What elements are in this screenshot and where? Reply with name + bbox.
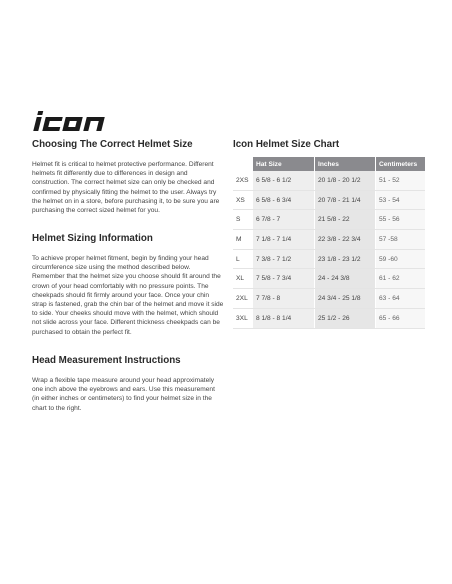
hat-size-cell: 7 1/8 - 7 1/4 [253,230,315,250]
header-inches: Inches [315,157,376,171]
size-chart-table [233,157,425,329]
table-row [233,230,425,250]
section-choosing-size [32,139,224,215]
header-size [233,157,253,171]
inches-cell: 24 3/4 - 25 1/8 [315,289,376,309]
inches-cell: 20 1/8 - 20 1/2 [315,171,376,190]
section-body: Wrap a flexible tape measure around your head approximately one inch above the eyebrows and ears. Use this measurement (in either inches or centimeters) to find your helmet size in the chart to the right. [32,377,215,412]
size-chart-panel [233,139,425,329]
icon-logo [32,108,120,134]
centimeters-cell: 57 -58 [376,230,426,250]
size-cell: M [233,230,253,250]
section-sizing-info [32,233,224,337]
size-cell: 3XL [233,308,253,328]
size-cell: L [233,249,253,269]
section-heading: Choosing The Correct Helmet Size [32,139,193,150]
section-head-measurement [32,355,224,413]
hat-size-cell: 6 5/8 - 6 3/4 [253,190,315,210]
size-cell: S [233,210,253,230]
inches-cell: 22 3/8 - 22 3/4 [315,230,376,250]
table-row [233,210,425,230]
section-body: To achieve proper helmet fitment, begin by finding your head circumference size using the method described below. Remember that the helmet size you choose should fit around the crown of your head comfortably with no pressure points. The cheekpads should fit firmly around your face. Once your chin strap is fastened, grab the chin bar of the helmet and move it side to side. Your cheeks should move with the helmet, which should not slide across your face. Different thickness cheekpads can be purchased to obtain the perfect fit. [32,255,224,336]
size-chart-title: Icon Helmet Size Chart [233,139,340,150]
size-cell: 2XL [233,289,253,309]
inches-cell: 23 1/8 - 23 1/2 [315,249,376,269]
centimeters-cell: 59 -60 [376,249,426,269]
centimeters-cell: 63 - 64 [376,289,426,309]
table-row [233,171,425,190]
hat-size-cell: 6 5/8 - 6 1/2 [253,171,315,190]
header-centimeters: Centimeters [376,157,426,171]
inches-cell: 25 1/2 - 26 [315,308,376,328]
centimeters-cell: 55 - 56 [376,210,426,230]
table-row [233,249,425,269]
hat-size-cell: 6 7/8 - 7 [253,210,315,230]
inches-cell: 20 7/8 - 21 1/4 [315,190,376,210]
hat-size-cell: 7 3/8 - 7 1/2 [253,249,315,269]
table-row [233,190,425,210]
hat-size-cell: 7 5/8 - 7 3/4 [253,269,315,289]
inches-cell: 21 5/8 - 22 [315,210,376,230]
hat-size-cell: 7 7/8 - 8 [253,289,315,309]
table-row [233,308,425,328]
section-body: Helmet fit is critical to helmet protective performance. Different helmets fit differently due to differences in design and construction. The correct helmet size can only be checked and confirmed by physically fitting the helmet to the user. Always try the helmet on in a store, before purchasing it, to be sure you are purchasing the correct sized helmet for you. [32,161,220,215]
header-hat-size: Hat Size [253,157,315,171]
size-cell: 2XS [233,171,253,190]
centimeters-cell: 61 - 62 [376,269,426,289]
section-heading: Head Measurement Instructions [32,355,181,366]
centimeters-cell: 51 - 52 [376,171,426,190]
table-row [233,269,425,289]
table-row [233,289,425,309]
size-cell: XS [233,190,253,210]
centimeters-cell: 65 - 66 [376,308,426,328]
hat-size-cell: 8 1/8 - 8 1/4 [253,308,315,328]
inches-cell: 24 - 24 3/8 [315,269,376,289]
size-chart-header-row [233,157,425,171]
centimeters-cell: 53 - 54 [376,190,426,210]
size-cell: XL [233,269,253,289]
section-heading: Helmet Sizing Information [32,233,153,244]
